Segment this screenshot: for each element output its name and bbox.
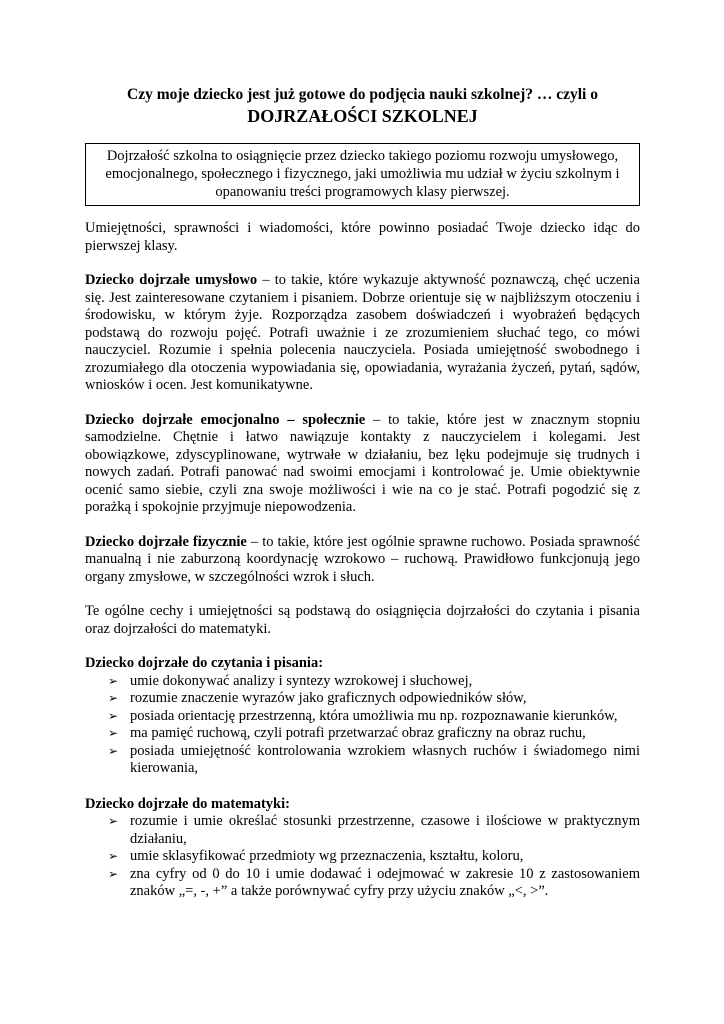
list-item bbox=[85, 743, 640, 778]
list-item-text: rozumie i umie określać stosunki przestrzenne, czasowe i ilościowe w praktycznym działaniu, bbox=[130, 813, 640, 847]
arrowhead-bullet-icon: ➢ bbox=[108, 814, 119, 828]
arrowhead-bullet-icon: ➢ bbox=[108, 866, 119, 881]
reading-list-heading: Dziecko dojrzałe do czytania i pisania: bbox=[85, 655, 324, 671]
list-item-text: posiada orientację przestrzenną, która umożliwia mu np. rozpoznawanie kierunków, bbox=[130, 707, 618, 724]
arrowhead-bullet-icon: ➢ bbox=[108, 743, 119, 758]
list-item-text: umie dokonywać analizy i syntezy wzrokowej i słuchowej, bbox=[130, 672, 473, 689]
section-heading: Dziecko dojrzałe emocjonalno – społecznie bbox=[85, 411, 366, 428]
arrowhead-bullet-icon: ➢ bbox=[108, 673, 119, 688]
section-text: – to takie, które jest w znacznym stopniu samodzielne. Chętnie i łatwo nawiązuje kontakty z nauczycielem i kolegami. Jest obowiązkowe, zdyscyplinowane, wytrwałe w działaniu, bez lęku podejmuje się trudnych i nowych zadań. Potrafi panować nad swoimi emocjami i kontrolować je. Umie obiektywnie ocenić samo siebie, czyli zna swoje możliwości i wie na co je stać. Potrafi pogodzić się z porażką i spokojnie przyjmuje niepowodzenia. bbox=[85, 411, 640, 515]
math-list bbox=[85, 813, 640, 901]
section-heading: Dziecko dojrzałe fizycznie bbox=[85, 533, 247, 550]
arrowhead-bullet-icon: ➢ bbox=[108, 708, 119, 723]
list-item-text: ma pamięć ruchową, czyli potrafi przetwarzać obraz graficzny na obraz ruchu, bbox=[130, 725, 586, 741]
list-item-text: rozumie znaczenie wyrazów jako graficznych odpowiedników słów, bbox=[130, 690, 527, 706]
arrowhead-bullet-icon: ➢ bbox=[108, 726, 119, 740]
summary-paragraph: Te ogólne cechy i umiejętności są podstawą do osiągnięcia dojrzałości do czytania i pisania oraz dojrzałości do matematyki. bbox=[85, 603, 640, 637]
intro-paragraph: Umiejętności, sprawności i wiadomości, które powinno posiadać Twoje dziecko idąc do pierwszej klasy. bbox=[85, 220, 640, 254]
section-physical bbox=[85, 534, 640, 587]
list-item bbox=[85, 866, 640, 901]
list-item-text: zna cyfry od 0 do 10 i umie dodawać i odejmować w zakresie 10 z zastosowaniem znaków „=, -, +” a także porównywać cyfry przy użyciu znaków „<, >”. bbox=[130, 865, 640, 899]
title-topic: DOJRZAŁOŚCI SZKOLNEJ bbox=[247, 106, 478, 126]
title-question: Czy moje dziecko jest już gotowe do podjęcia nauki szkolnej? … czyli o bbox=[127, 86, 598, 103]
definition-box: Dojrzałość szkolna to osiągnięcie przez dziecko takiego poziomu rozwoju umysłowego, emocjonalnego, społecznego i fizycznego, jaki umożliwia mu udział w życiu szkolnym i opanowaniu treści programowych klasy pierwszej. bbox=[85, 143, 640, 206]
list-item bbox=[85, 690, 640, 708]
reading-list bbox=[85, 673, 640, 778]
section-text: – to takie, które jest ogólnie sprawne ruchowo. Posiada sprawność manualną i nie zaburzoną koordynację wzrokowo – ruchową. Prawidłowo funkcjonują jego organy zmysłowe, w szczególności wzrok i słuch. bbox=[85, 533, 640, 585]
math-list-heading: Dziecko dojrzałe do matematyki: bbox=[85, 795, 290, 812]
list-item bbox=[85, 848, 640, 866]
section-text: – to takie, które wykazuje aktywność poznawczą, chęć uczenia się. Jest zainteresowane czytaniem i pisaniem. Dobrze orientuje się w najbliższym otoczeniu i środowisku, w którym żyje. Rozporządza zasobem doświadczeń i wyobrażeń będących podstawą do rozwoju pojęć. Potrafi uważnie i ze zrozumieniem słuchać tego, co mówi nauczyciel. Rozumie i spełnia polecenia nauczyciela. Posiada umiejętność swobodnego i zrozumiałego dla otoczenia wypowiadania się, opowiadania, wyrażania życzeń, pytań, sądów, wniosków i ocen. Jest komunikatywne. bbox=[85, 272, 640, 393]
arrowhead-bullet-icon: ➢ bbox=[108, 691, 119, 705]
section-heading: Dziecko dojrzałe umysłowo bbox=[85, 272, 258, 288]
section-mental bbox=[85, 272, 640, 395]
arrowhead-bullet-icon: ➢ bbox=[108, 849, 119, 863]
list-item bbox=[85, 813, 640, 848]
document-page bbox=[85, 85, 640, 901]
list-item bbox=[85, 708, 640, 726]
list-item-text: umie sklasyfikować przedmioty wg przeznaczenia, kształtu, koloru, bbox=[130, 848, 524, 864]
list-item-text: posiada umiejętność kontrolowania wzrokiem własnych ruchów i świadomego nimi kierowania, bbox=[130, 742, 640, 776]
document-title bbox=[85, 85, 640, 127]
list-item bbox=[85, 725, 640, 743]
list-item bbox=[85, 673, 640, 691]
section-emotional-social bbox=[85, 412, 640, 517]
